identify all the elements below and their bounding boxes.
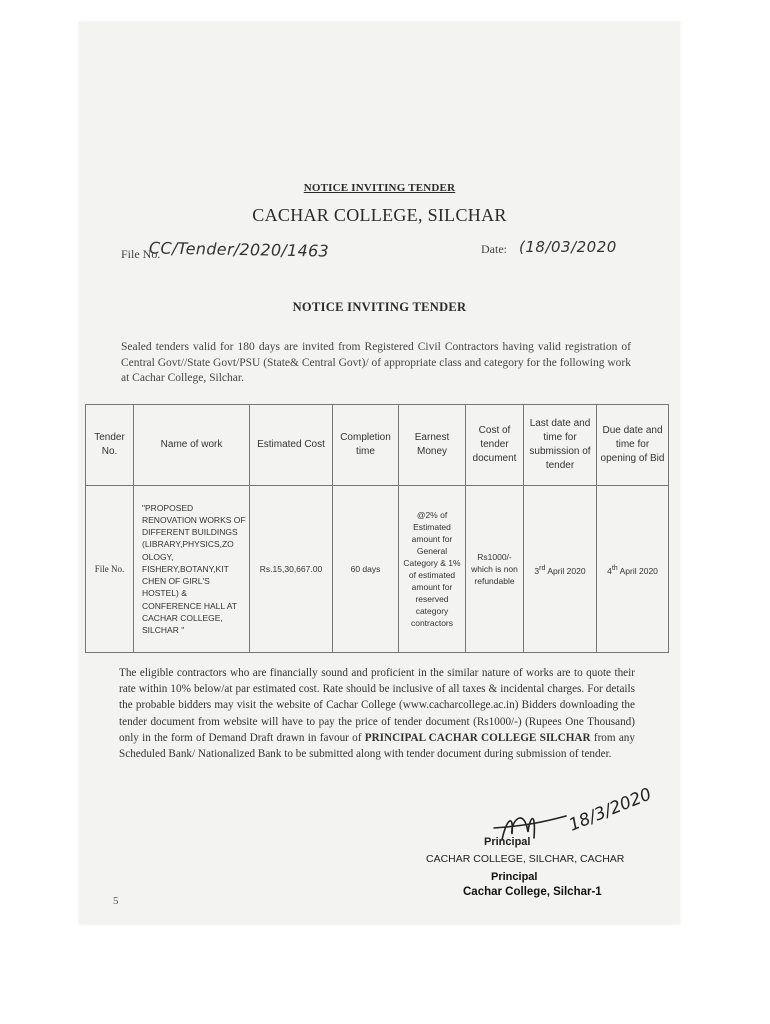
payee-name: PRINCIPAL CACHAR COLLEGE SILCHAR: [364, 731, 591, 744]
header-due-date: Due date and time for opening of Bid: [597, 405, 669, 486]
header-tender-no: Tender No.: [86, 405, 134, 486]
stamp-address: Cachar College, Silchar-1: [463, 886, 602, 898]
last-date-suffix: rd: [539, 563, 546, 572]
notice-subheading: NOTICE INVITING TENDER: [292, 300, 467, 314]
due-date-day: 4: [607, 565, 612, 576]
body-text-part1: The eligible contractors who are financially sound and proficient in the similar nature of works are to quote their rate within 10% below/at par estimated cost. Rate should be inclusive of all taxes & incidental charges. For details the probable bidders may visit the website of Cachar College (www.cacharcollege.ac.in) Bidders downloading the tender document from website will have to pay the price of tender document (Rs1000/-) (Rupees One Thousand) only in the form of Demand Draft drawn in favour of: [119, 667, 635, 744]
intro-paragraph: Sealed tenders valid for 180 days are invited from Registered Civil Contractors having valid registration of Central Govt//State Govt/PSU (State& Central Govt)/ of appropriate class and category for the following work at Cachar College, Silchar.: [121, 341, 631, 384]
signature-address: CACHAR COLLEGE, SILCHAR, CACHAR: [426, 853, 625, 865]
cell-tender-no: File No.: [86, 486, 134, 653]
cell-earnest-money: @2% of Estimated amount for General Category & 1% of estimated amount for reserved category contractors: [399, 486, 466, 653]
last-date-day: 3: [534, 565, 540, 576]
file-number-label: File No.: [121, 247, 161, 261]
header-completion-time: Completion time: [333, 405, 399, 486]
last-date-rest: April 2020: [545, 565, 586, 576]
page-number: 5: [113, 895, 119, 907]
cell-last-date: [524, 486, 597, 653]
college-name: CACHAR COLLEGE, SILCHAR: [252, 205, 507, 225]
tender-table: [85, 404, 669, 653]
due-date-suffix: th: [611, 563, 618, 572]
cell-cost-of-tender: Rs1000/- which is non refundable: [466, 486, 524, 653]
signature-title: Principal: [484, 836, 531, 848]
header-earnest-money: Earnest Money: [399, 405, 466, 486]
cell-due-date: [597, 486, 669, 653]
table-row: [86, 486, 669, 653]
header-last-date: Last date and time for submission of tender: [524, 405, 597, 486]
cell-completion-time: 60 days: [333, 486, 399, 653]
document-page: [79, 22, 680, 924]
date-label: Date:: [481, 242, 507, 256]
table-header-row: [86, 405, 669, 486]
cell-estimated-cost: Rs.15,30,667.00: [250, 486, 333, 653]
header-name-of-work: Name of work: [134, 405, 250, 486]
signature-date: 18/3/2020: [566, 784, 654, 836]
header-estimated-cost: Estimated Cost: [250, 405, 333, 486]
header-cost-of-tender: Cost of tender document: [466, 405, 524, 486]
date-handwritten: (18/03/2020: [519, 238, 617, 256]
stamp-title: Principal: [491, 871, 538, 883]
notice-heading: NOTICE INVITING TENDER: [303, 182, 456, 194]
file-number-handwritten: CC/Tender/2020/1463: [148, 238, 330, 261]
due-date-rest: April 2020: [617, 565, 658, 576]
body-paragraph: [119, 665, 635, 762]
body-text-part2: from any Scheduled Bank/ Nationalized Bank to be submitted along with tender document during submission of tender.: [119, 731, 635, 761]
cell-name-of-work: "PROPOSED RENOVATION WORKS OF DIFFERENT BUILDINGS (LIBRARY,PHYSICS,ZO OLOGY, FISHERY,BOTANY,KIT CHEN OF GIRL'S HOSTEL) & CONFERENCE HALL AT CACHAR COLLEGE, SILCHAR ": [134, 486, 250, 653]
